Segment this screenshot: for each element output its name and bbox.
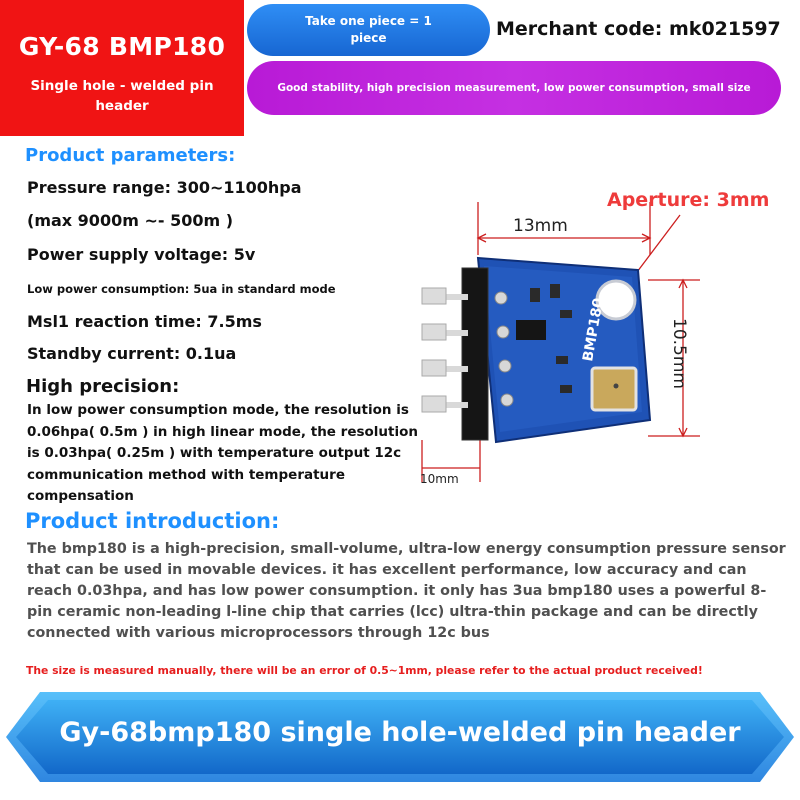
high-precision-text: In low power consumption mode, the resolution is 0.06hpa( 0.5m ) in high linear mode, the resolution is 0.03hpa( 0.25m ) with temperature output 12c communication method with temperature compensation (27, 402, 418, 504)
title-box (0, 0, 244, 136)
aperture-label: Aperture: 3mm (607, 189, 770, 211)
features-badge: Good stability, high precision measurement, low power consumption, small size (247, 61, 781, 115)
height-label: 10.5mm (669, 318, 689, 389)
param-low-power: Low power consumption: 5ua in standard mode (27, 282, 336, 296)
param-reaction-time: Msl1 reaction time: 7.5ms (27, 312, 262, 331)
param-altitude: (max 9000m ~- 500m ) (27, 211, 234, 230)
chip-label: BMP180 (580, 296, 608, 363)
board-diagram (380, 180, 720, 495)
parameters-heading: Product parameters: (25, 145, 236, 166)
size-disclaimer: The size is measured manually, there will be an error of 0.5~1mm, please refer to the actual product received! (26, 664, 703, 677)
product-title: GY-68 BMP180 (18, 32, 226, 61)
product-subtitle: Single hole - welded pin header (30, 78, 214, 114)
param-voltage: Power supply voltage: 5v (27, 245, 256, 264)
param-standby: Standby current: 0.1ua (27, 344, 237, 363)
intro-heading: Product introduction: (25, 509, 280, 533)
merchant-code: Merchant code: mk021597 (496, 18, 781, 40)
banner-text: Gy-68bmp180 single hole-welded pin header (59, 717, 741, 748)
intro-text: The bmp180 is a high-precision, small-volume, ultra-low energy consumption pressure sensor that can be used in movable devices. it has excellent performance, low accuracy and can reach 0.03hpa, and has low power consumption. it only has 3ua bmp180 uses a powerful 8-pin ceramic non-leading l-line chip that carries (lcc) ultra-thin package and can be directly connected with various microprocessors through 12c bus (27, 541, 786, 641)
quantity-badge: Take one piece = 1 piece (247, 4, 490, 56)
high-precision-heading: High precision: (26, 376, 180, 397)
bottom-banner (0, 688, 800, 786)
bmp180-chip (592, 368, 636, 410)
param-pressure-range: Pressure range: 300~1100hpa (27, 178, 302, 197)
pin-label: 10mm (420, 472, 459, 486)
pcb-board (478, 258, 650, 442)
width-label: 13mm (513, 216, 568, 236)
